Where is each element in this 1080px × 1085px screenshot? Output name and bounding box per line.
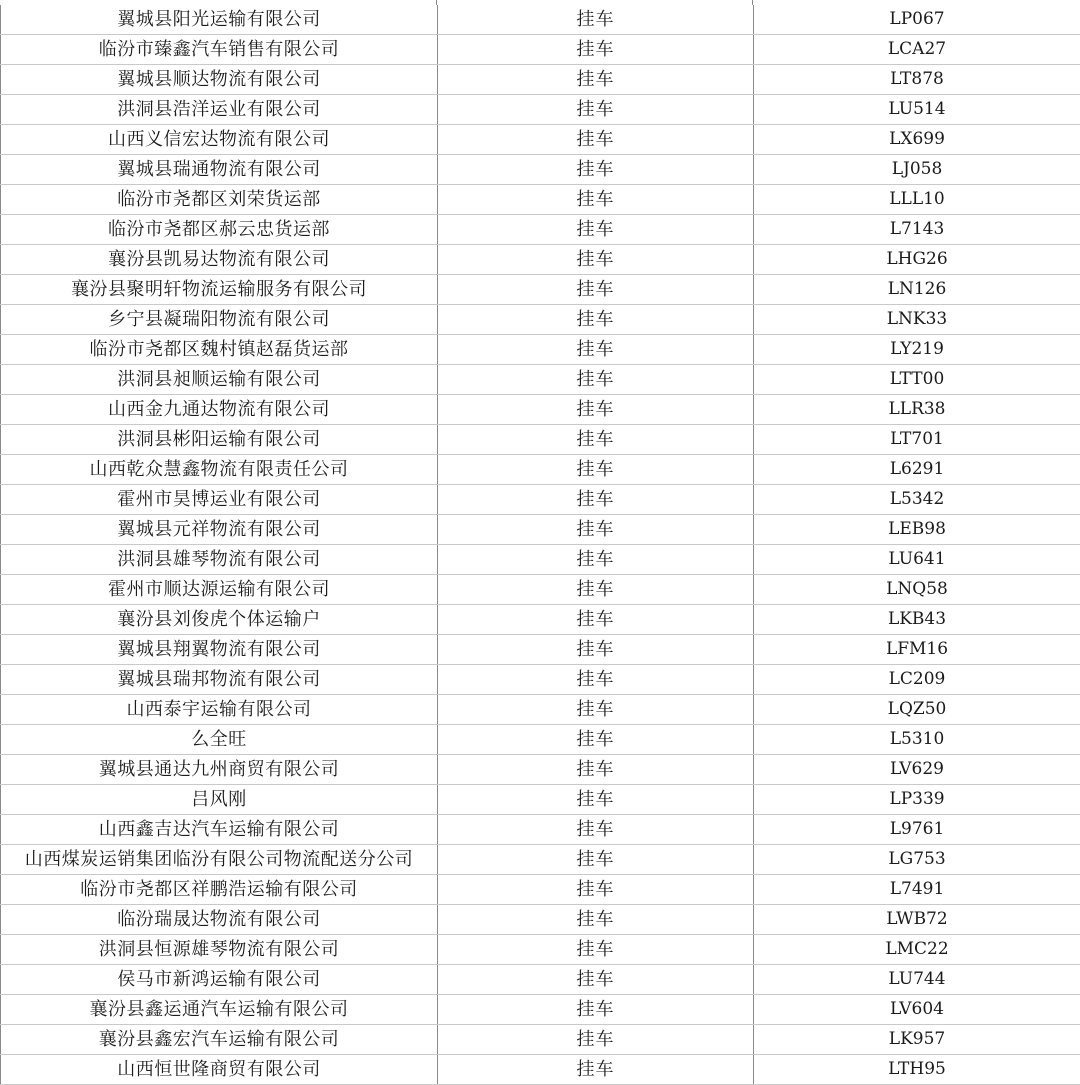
vehicle-type-cell[interactable]: 挂车 xyxy=(438,995,754,1025)
table-row xyxy=(1,665,1080,695)
plate-cell[interactable]: LTT00 xyxy=(754,365,1080,395)
plate-cell[interactable]: LV629 xyxy=(754,755,1080,785)
plate-cell[interactable]: LG753 xyxy=(754,845,1080,875)
vehicle-type-cell[interactable]: 挂车 xyxy=(438,245,754,275)
company-cell[interactable]: 襄汾县鑫运通汽车运输有限公司 xyxy=(1,995,438,1025)
plate-cell[interactable]: LKB43 xyxy=(754,605,1080,635)
company-cell[interactable]: 翼城县翔翼物流有限公司 xyxy=(1,635,438,665)
vehicle-type-cell[interactable]: 挂车 xyxy=(438,845,754,875)
company-cell[interactable]: 襄汾县鑫宏汽车运输有限公司 xyxy=(1,1025,438,1055)
vehicle-type-cell[interactable]: 挂车 xyxy=(438,5,754,35)
table-row xyxy=(1,875,1080,905)
table-row xyxy=(1,845,1080,875)
table-row xyxy=(1,5,1080,35)
plate-cell[interactable]: LT701 xyxy=(754,425,1080,455)
vehicle-type-cell[interactable]: 挂车 xyxy=(438,575,754,605)
company-cell[interactable]: 翼城县元祥物流有限公司 xyxy=(1,515,438,545)
company-cell[interactable]: 临汾市尧都区郝云忠货运部 xyxy=(1,215,438,245)
vehicle-type-cell[interactable]: 挂车 xyxy=(438,365,754,395)
plate-cell[interactable]: LY219 xyxy=(754,335,1080,365)
company-cell[interactable]: 临汾市尧都区刘荣货运部 xyxy=(1,185,438,215)
table-row xyxy=(1,515,1080,545)
vehicle-type-cell[interactable]: 挂车 xyxy=(438,1055,754,1085)
table-row xyxy=(1,965,1080,995)
plate-cell[interactable]: LN126 xyxy=(754,275,1080,305)
vehicle-type-cell[interactable]: 挂车 xyxy=(438,185,754,215)
company-cell[interactable]: 山西金九通达物流有限公司 xyxy=(1,395,438,425)
vehicle-type-cell[interactable]: 挂车 xyxy=(438,725,754,755)
plate-cell[interactable]: LU641 xyxy=(754,545,1080,575)
plate-cell[interactable]: LCA27 xyxy=(754,35,1080,65)
table-row xyxy=(1,95,1080,125)
company-cell[interactable]: 山西恒世隆商贸有限公司 xyxy=(1,1055,438,1085)
plate-cell[interactable]: LX699 xyxy=(754,125,1080,155)
table-row xyxy=(1,395,1080,425)
table-row xyxy=(1,605,1080,635)
table-row xyxy=(1,1055,1080,1085)
table-row xyxy=(1,545,1080,575)
table-row xyxy=(1,935,1080,965)
plate-cell[interactable]: LK957 xyxy=(754,1025,1080,1055)
plate-cell[interactable]: LLL10 xyxy=(754,185,1080,215)
table-row xyxy=(1,215,1080,245)
company-cell[interactable]: 乡宁县凝瑞阳物流有限公司 xyxy=(1,305,438,335)
company-cell[interactable]: 洪洞县昶顺运输有限公司 xyxy=(1,365,438,395)
vehicle-type-cell[interactable]: 挂车 xyxy=(438,635,754,665)
vehicle-type-cell[interactable]: 挂车 xyxy=(438,95,754,125)
company-cell[interactable]: 山西鑫吉达汽车运输有限公司 xyxy=(1,815,438,845)
plate-cell[interactable]: LV604 xyxy=(754,995,1080,1025)
plate-cell[interactable]: LJ058 xyxy=(754,155,1080,185)
company-cell[interactable]: 霍州市昊博运业有限公司 xyxy=(1,485,438,515)
vehicle-table xyxy=(0,5,1080,1085)
vehicle-type-cell[interactable]: 挂车 xyxy=(438,785,754,815)
vehicle-type-cell[interactable]: 挂车 xyxy=(438,755,754,785)
vehicle-type-cell[interactable]: 挂车 xyxy=(438,545,754,575)
plate-cell[interactable]: LP339 xyxy=(754,785,1080,815)
plate-cell[interactable]: L6291 xyxy=(754,455,1080,485)
table-row xyxy=(1,995,1080,1025)
company-cell[interactable]: 临汾市臻鑫汽车销售有限公司 xyxy=(1,35,438,65)
plate-cell[interactable]: L5342 xyxy=(754,485,1080,515)
company-cell[interactable]: 襄汾县聚明轩物流运输服务有限公司 xyxy=(1,275,438,305)
vehicle-type-cell[interactable]: 挂车 xyxy=(438,965,754,995)
vehicle-type-cell[interactable]: 挂车 xyxy=(438,665,754,695)
table-row xyxy=(1,425,1080,455)
table-row xyxy=(1,365,1080,395)
vehicle-type-cell[interactable]: 挂车 xyxy=(438,815,754,845)
plate-cell[interactable]: LHG26 xyxy=(754,245,1080,275)
company-cell[interactable]: 么全旺 xyxy=(1,725,438,755)
table-row xyxy=(1,275,1080,305)
table-row xyxy=(1,815,1080,845)
table-row xyxy=(1,185,1080,215)
vehicle-type-cell[interactable]: 挂车 xyxy=(438,305,754,335)
vehicle-type-cell[interactable]: 挂车 xyxy=(438,155,754,185)
plate-cell[interactable]: LNQ58 xyxy=(754,575,1080,605)
company-cell[interactable]: 洪洞县浩洋运业有限公司 xyxy=(1,95,438,125)
table-row xyxy=(1,755,1080,785)
plate-cell[interactable]: LU744 xyxy=(754,965,1080,995)
table-row xyxy=(1,575,1080,605)
company-cell[interactable]: 山西煤炭运销集团临汾有限公司物流配送分公司 xyxy=(1,845,438,875)
company-cell[interactable]: 侯马市新鸿运输有限公司 xyxy=(1,965,438,995)
vehicle-type-cell[interactable]: 挂车 xyxy=(438,935,754,965)
vehicle-type-cell[interactable]: 挂车 xyxy=(438,335,754,365)
table-row xyxy=(1,725,1080,755)
table-row xyxy=(1,485,1080,515)
company-cell[interactable]: 霍州市顺达源运输有限公司 xyxy=(1,575,438,605)
vehicle-type-cell[interactable]: 挂车 xyxy=(438,275,754,305)
table-row xyxy=(1,785,1080,815)
table-row xyxy=(1,695,1080,725)
company-cell[interactable]: 临汾市尧都区魏村镇赵磊货运部 xyxy=(1,335,438,365)
table-row xyxy=(1,335,1080,365)
plate-cell[interactable]: LEB98 xyxy=(754,515,1080,545)
plate-cell[interactable]: L7143 xyxy=(754,215,1080,245)
table-row xyxy=(1,635,1080,665)
company-cell[interactable]: 襄汾县凯易达物流有限公司 xyxy=(1,245,438,275)
plate-cell[interactable]: L5310 xyxy=(754,725,1080,755)
plate-cell[interactable]: LU514 xyxy=(754,95,1080,125)
company-cell[interactable]: 山西泰宇运输有限公司 xyxy=(1,695,438,725)
plate-cell[interactable]: L7491 xyxy=(754,875,1080,905)
vehicle-type-cell[interactable]: 挂车 xyxy=(438,905,754,935)
table-row xyxy=(1,155,1080,185)
plate-cell[interactable]: LP067 xyxy=(754,5,1080,35)
table-row xyxy=(1,1025,1080,1055)
vehicle-type-cell[interactable]: 挂车 xyxy=(438,35,754,65)
table-body xyxy=(1,5,1080,1085)
vehicle-type-cell[interactable]: 挂车 xyxy=(438,425,754,455)
table-row xyxy=(1,905,1080,935)
vehicle-type-cell[interactable]: 挂车 xyxy=(438,875,754,905)
company-cell[interactable]: 临汾市尧都区祥鹏浩运输有限公司 xyxy=(1,875,438,905)
vehicle-type-cell[interactable]: 挂车 xyxy=(438,695,754,725)
plate-cell[interactable]: LT878 xyxy=(754,65,1080,95)
table-row xyxy=(1,125,1080,155)
plate-cell[interactable]: LQZ50 xyxy=(754,695,1080,725)
table-row xyxy=(1,35,1080,65)
company-cell[interactable]: 翼城县通达九州商贸有限公司 xyxy=(1,755,438,785)
plate-cell[interactable]: LLR38 xyxy=(754,395,1080,425)
vehicle-type-cell[interactable]: 挂车 xyxy=(438,605,754,635)
company-cell[interactable]: 临汾瑞晟达物流有限公司 xyxy=(1,905,438,935)
company-cell[interactable]: 洪洞县彬阳运输有限公司 xyxy=(1,425,438,455)
company-cell[interactable]: 吕风刚 xyxy=(1,785,438,815)
vehicle-type-cell[interactable]: 挂车 xyxy=(438,485,754,515)
table-row xyxy=(1,245,1080,275)
vehicle-type-cell[interactable]: 挂车 xyxy=(438,395,754,425)
table-row xyxy=(1,305,1080,335)
company-cell[interactable]: 洪洞县雄琴物流有限公司 xyxy=(1,545,438,575)
vehicle-type-cell[interactable]: 挂车 xyxy=(438,1025,754,1055)
vehicle-type-cell[interactable]: 挂车 xyxy=(438,455,754,485)
company-cell[interactable]: 洪洞县恒源雄琴物流有限公司 xyxy=(1,935,438,965)
company-cell[interactable]: 山西乾众慧鑫物流有限责任公司 xyxy=(1,455,438,485)
table-row xyxy=(1,455,1080,485)
plate-cell[interactable]: LNK33 xyxy=(754,305,1080,335)
company-cell[interactable]: 翼城县瑞邦物流有限公司 xyxy=(1,665,438,695)
plate-cell[interactable]: LTH95 xyxy=(754,1055,1080,1085)
company-cell[interactable]: 山西义信宏达物流有限公司 xyxy=(1,125,438,155)
plate-cell[interactable]: LC209 xyxy=(754,665,1080,695)
company-cell[interactable]: 翼城县阳光运输有限公司 xyxy=(1,5,438,35)
vehicle-type-cell[interactable]: 挂车 xyxy=(438,125,754,155)
company-cell[interactable]: 襄汾县刘俊虎个体运输户 xyxy=(1,605,438,635)
plate-cell[interactable]: LWB72 xyxy=(754,905,1080,935)
plate-cell[interactable]: LMC22 xyxy=(754,935,1080,965)
company-cell[interactable]: 翼城县瑞通物流有限公司 xyxy=(1,155,438,185)
company-cell[interactable]: 翼城县顺达物流有限公司 xyxy=(1,65,438,95)
plate-cell[interactable]: L9761 xyxy=(754,815,1080,845)
table-row xyxy=(1,65,1080,95)
vehicle-type-cell[interactable]: 挂车 xyxy=(438,515,754,545)
vehicle-type-cell[interactable]: 挂车 xyxy=(438,215,754,245)
plate-cell[interactable]: LFM16 xyxy=(754,635,1080,665)
vehicle-type-cell[interactable]: 挂车 xyxy=(438,65,754,95)
